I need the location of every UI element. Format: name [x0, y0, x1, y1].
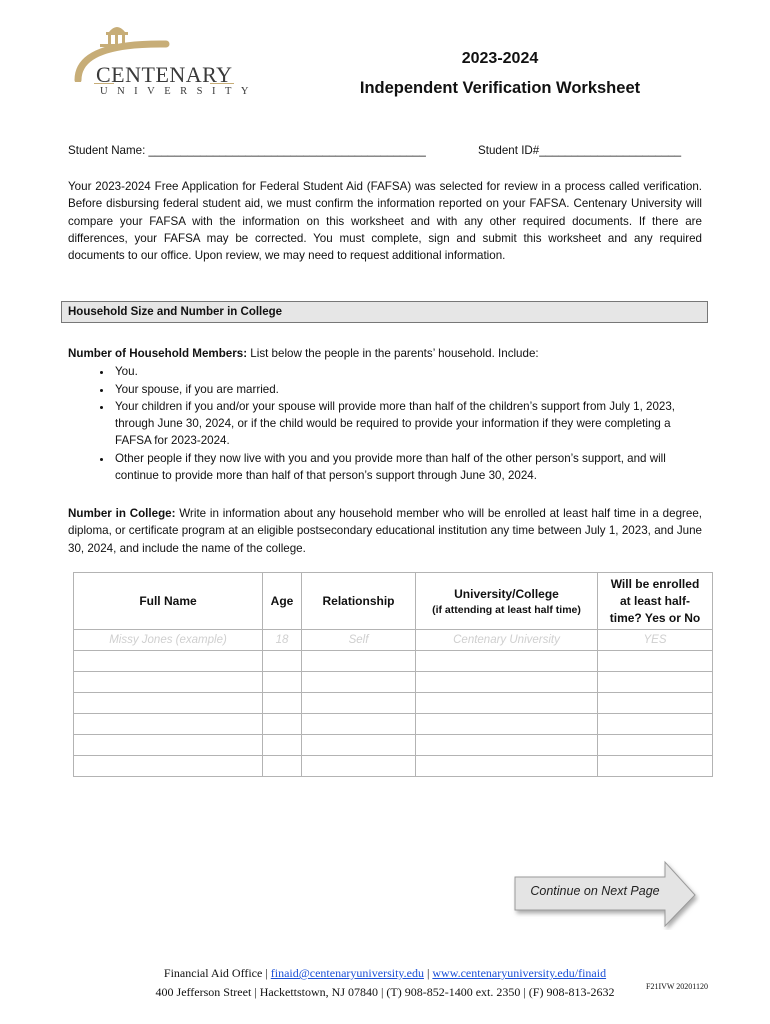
student-id-field[interactable]: Student ID#______________________ — [478, 144, 682, 157]
table-row[interactable] — [74, 651, 713, 672]
cell-full-name[interactable] — [74, 756, 263, 777]
col-age: Age — [263, 573, 302, 630]
table-row[interactable] — [74, 714, 713, 735]
col-university — [416, 573, 598, 630]
title-year: 2023-2024 — [461, 50, 539, 67]
example-age: 18 — [263, 630, 302, 651]
form-code: F21IVW 20201120 — [646, 982, 708, 991]
cell-full-name[interactable] — [74, 693, 263, 714]
col-relationship: Relationship — [302, 573, 416, 630]
bullet-item: • You. — [113, 363, 708, 380]
cell-full-name[interactable] — [74, 651, 263, 672]
intro-paragraph: Your 2023-2024 Free Application for Federal Student Aid (FAFSA) was selected for review in a process called verification. Before disbursing federal student aid, we must confirm the information reported on your FAFSA. Centenary University will compare your FAFSA with the information on this worksheet and with any other required documents. If there are differences, your FAFSA may be corrected. You must complete, sign and submit this worksheet and any required documents to our office. Upon review, we may need to request additional information. — [68, 180, 702, 263]
table-row[interactable] — [74, 693, 713, 714]
cell-age[interactable] — [263, 756, 302, 777]
col-enrolled: Will be enrolled at least half-time? Yes or No — [598, 573, 713, 630]
household-table — [73, 572, 713, 777]
page-title: Independent Verification Worksheet — [359, 79, 641, 97]
cell-age[interactable] — [263, 651, 302, 672]
cell-age[interactable] — [263, 735, 302, 756]
col-full-name: Full Name — [74, 573, 263, 630]
cell-relationship[interactable] — [302, 714, 416, 735]
table-row[interactable] — [74, 735, 713, 756]
footer-contact — [100, 966, 670, 981]
cell-university[interactable] — [416, 714, 598, 735]
household-lead-label: Number of Household Members: — [68, 347, 248, 360]
example-university: Centenary University — [416, 630, 598, 651]
student-name-field[interactable]: Student Name: ___________________________________________ — [68, 144, 426, 157]
cell-university[interactable] — [416, 735, 598, 756]
example-relationship: Self — [302, 630, 416, 651]
cell-relationship[interactable] — [302, 651, 416, 672]
cell-age[interactable] — [263, 693, 302, 714]
cell-relationship[interactable] — [302, 672, 416, 693]
col-university-note: (if attending at least half time) — [432, 603, 581, 616]
household-bullet-list — [68, 363, 708, 484]
footer-website-link[interactable]: www.centenaryuniversity.edu/finaid — [432, 966, 607, 980]
household-lead-text: List below the people in the parents’ household. Include: — [247, 347, 539, 360]
bullet-item: • Other people if they now live with you and you provide more than half of the other person’s support, and will continue to provide more than half of that person’s support through June 30, 2024. — [113, 450, 708, 485]
cell-full-name[interactable] — [74, 714, 263, 735]
cell-enrolled[interactable] — [598, 735, 713, 756]
footer-email-link[interactable]: finaid@centenaryuniversity.edu — [270, 966, 424, 980]
table-row[interactable] — [74, 756, 713, 777]
cell-university[interactable] — [416, 756, 598, 777]
cell-university[interactable] — [416, 672, 598, 693]
cell-relationship[interactable] — [302, 756, 416, 777]
col-university-label: University/College — [454, 586, 559, 601]
example-full-name: Missy Jones (example) — [74, 630, 263, 651]
example-enrolled: YES — [598, 630, 713, 651]
cell-enrolled[interactable] — [598, 672, 713, 693]
cell-full-name[interactable] — [74, 672, 263, 693]
logo-rule-left — [94, 83, 114, 84]
cell-age[interactable] — [263, 714, 302, 735]
bullet-item: • Your spouse, if you are married. — [113, 381, 708, 398]
cell-age[interactable] — [263, 672, 302, 693]
footer-address: 400 Jefferson Street | Hackettstown, NJ 07840 | (T) 908-852-1400 ext. 2350 | (F) 908-813-2632 — [155, 985, 615, 999]
table-header-row — [74, 573, 713, 630]
bullet-item: • Your children if you and/or your spouse will provide more than half of the children’s support from July 1, 2023, through June 30, 2024, or if the child would be required to provide your information if they were completing a FAFSA for 2023-2024. — [113, 398, 708, 450]
household-lead — [68, 345, 708, 362]
logo-subtitle: UNIVERSITY — [100, 86, 258, 97]
cell-relationship[interactable] — [302, 693, 416, 714]
college-lead-label: Number in College: — [68, 507, 176, 520]
cell-enrolled[interactable] — [598, 756, 713, 777]
cell-enrolled[interactable] — [598, 651, 713, 672]
cell-full-name[interactable] — [74, 735, 263, 756]
continue-next-page-label: Continue on Next Page — [530, 884, 660, 898]
logo-rule-right — [210, 83, 234, 84]
cell-university[interactable] — [416, 693, 598, 714]
logo-wordmark: CENTENARY — [96, 62, 233, 87]
footer-office: Financial Aid Office | — [163, 966, 271, 980]
cell-relationship[interactable] — [302, 735, 416, 756]
cell-university[interactable] — [416, 651, 598, 672]
college-lead-text: Write in information about any household member who will be enrolled at least half time in a degree, diploma, or certificate program at an eligible postsecondary educational institution any time between July 1, 2023, and June 30, 2024, and include the name of the college. — [68, 507, 702, 555]
cell-enrolled[interactable] — [598, 714, 713, 735]
table-row[interactable] — [74, 672, 713, 693]
cell-enrolled[interactable] — [598, 693, 713, 714]
university-logo — [70, 22, 258, 106]
household-members-section — [68, 345, 708, 484]
number-in-college-paragraph — [68, 505, 702, 557]
section-header-household: Household Size and Number in College — [61, 301, 708, 323]
table-row-example — [74, 630, 713, 651]
footer-separator: | — [423, 966, 433, 980]
